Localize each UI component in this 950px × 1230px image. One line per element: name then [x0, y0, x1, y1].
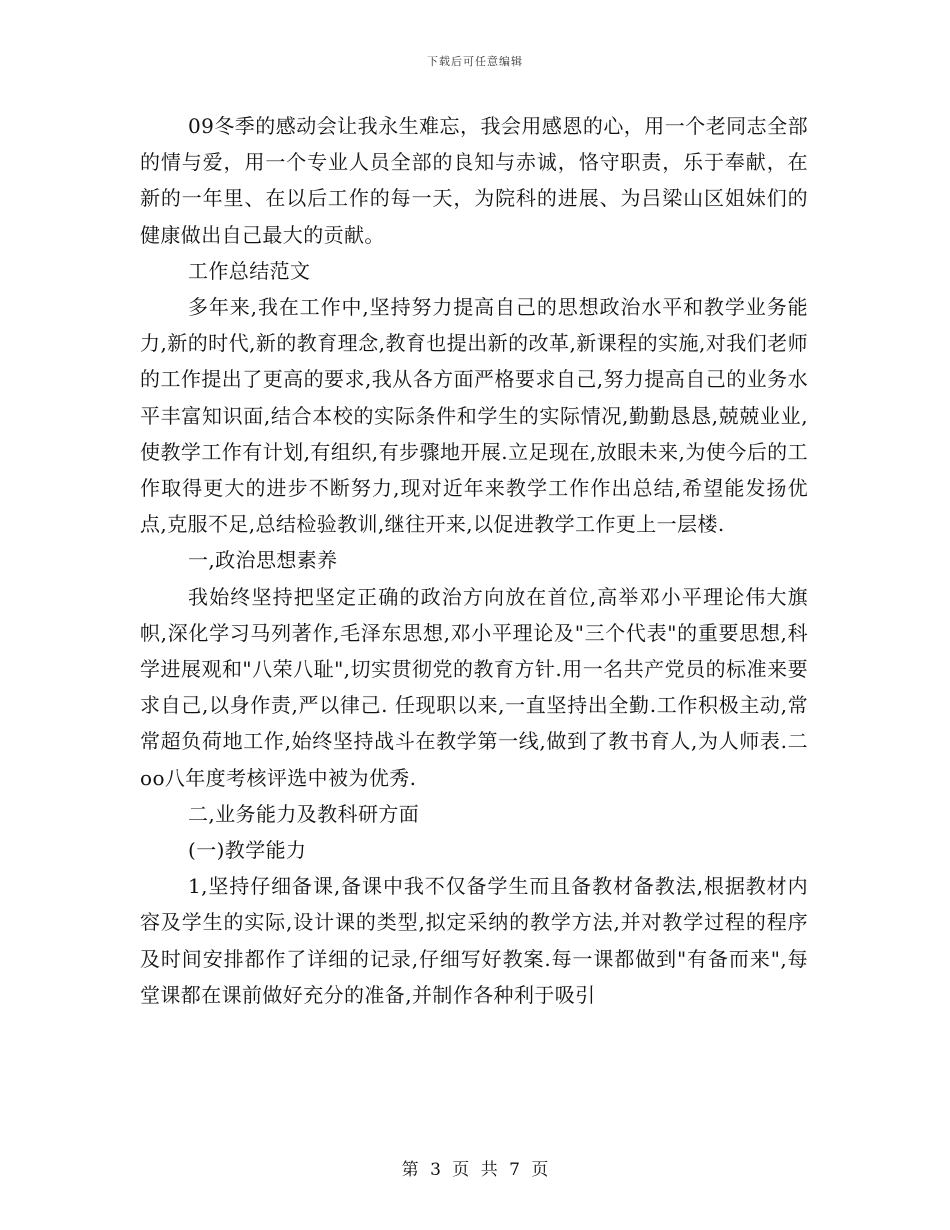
paragraph-lesson-prep: 1,坚持仔细备课,备课中我不仅备学生而且备教材备教法,根据教材内容及学生的实际,设计课的类型,拟定采纳的教学方法,并对教学过程的程序及时间安排都作了详细的记录,仔细写好教案.每一课都做到"有备而来",每堂课都在课前做好充分的准备,并制作各种利于吸引	[140, 874, 808, 1007]
page-header: 下载后可任意编辑	[427, 55, 523, 68]
section-title-work-summary: 工作总结范文	[188, 258, 311, 283]
subheading-teaching-ability: (一)教学能力	[188, 838, 307, 863]
heading-political-quality: 一,政治思想素养	[188, 548, 338, 573]
paragraph-gratitude: 09冬季的感动会让我永生难忘，我会用感恩的心，用一个老同志全部的情与爱，用一个专业人员全部的良知与赤诚，恪守职责，乐于奉献，在新的一年里、在以后工作的每一天，为院科的进展、为吕梁山区姐妹们的健康做出自己最大的贡献。	[140, 114, 808, 247]
page-number: 第 3 页 共 7 页	[401, 1160, 549, 1180]
heading-business-ability: 二,业务能力及教科研方面	[188, 801, 420, 826]
paragraph-political: 我始终坚持把坚定正确的政治方向放在首位,高举邓小平理论伟大旗帜,深化学习马列著作,毛泽东思想,邓小平理论及"三个代表"的重要思想,科学进展观和"八荣八耻",切实贯彻党的教育方针.用一名共产党员的标准来要求自己,以身作责,严以律己. 任现职以来,一直坚持出全勤.工作积极主动,常常超负荷地工作,始终坚持战斗在教学第一线,做到了教书育人,为人师表.二oo八年度考核评选中被为优秀.	[140, 584, 808, 790]
paragraph-intro: 多年来,我在工作中,坚持努力提高自己的思想政治水平和教学业务能力,新的时代,新的教育理念,教育也提出新的改革,新课程的实施,对我们老师的工作提出了更高的要求,我从各方面严格要求自己,努力提高自己的业务水平丰富知识面,结合本校的实际条件和学生的实际情况,勤勤恳恳,兢兢业业,使教学工作有计划,有组织,有步骤地开展.立足现在,放眼未来,为使今后的工作取得更大的进步不断努力,现对近年来教学工作作出总结,希望能发扬优点,克服不足,总结检验教训,继往开来,以促进教学工作更上一层楼.	[140, 295, 808, 537]
document-body	[140, 108, 808, 1013]
